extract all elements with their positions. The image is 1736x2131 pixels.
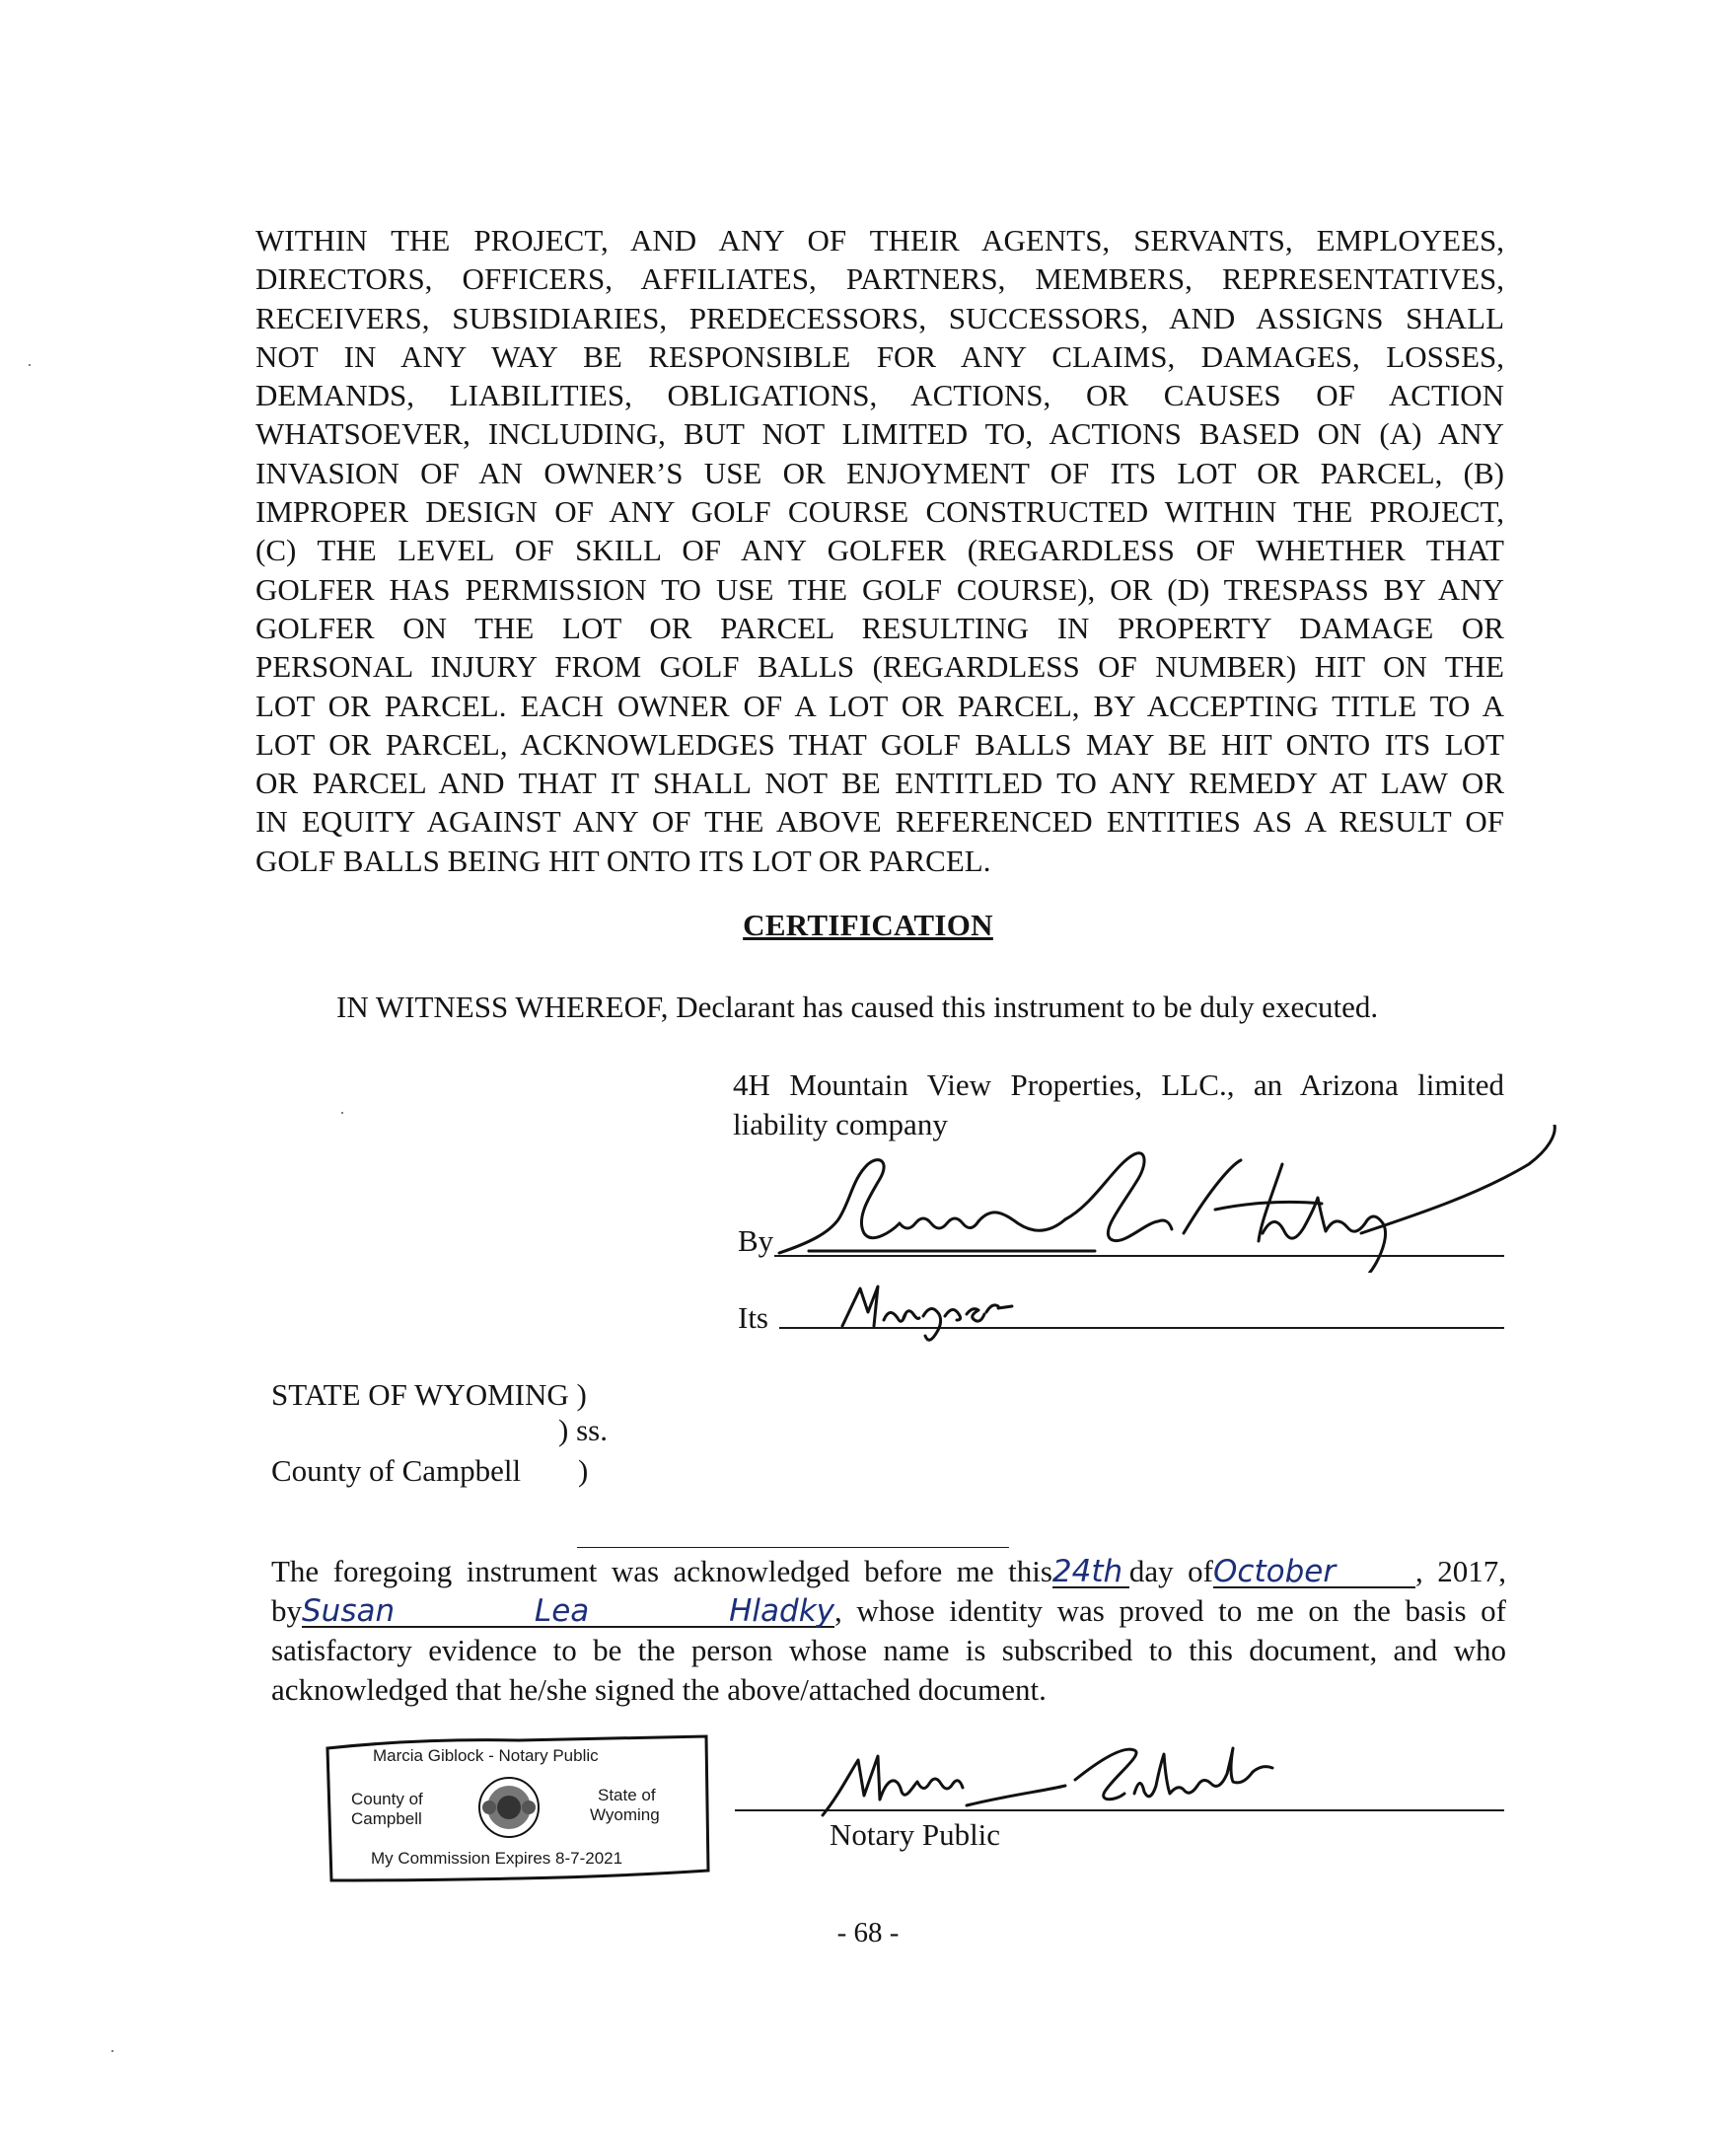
stamp-state: State of <box>598 1786 656 1804</box>
body-paragraph <box>255 221 1504 880</box>
body-line: RECEIVERS, SUBSIDIARIES, PREDECESSORS, SUCCESSORS, AND ASSIGNS SHALL <box>255 300 1504 335</box>
day-field: 24th <box>1052 1557 1129 1588</box>
title-handwriting <box>838 1283 1065 1361</box>
acknowledgment-paragraph <box>271 1552 1506 1710</box>
body-line: GOLFER HAS PERMISSION TO USE THE GOLF COURSE), OR (D) TRESPASS BY ANY <box>255 571 1504 607</box>
its-label: Its <box>738 1300 768 1335</box>
ack-text: day of <box>1128 1554 1213 1588</box>
body-line: INVASION OF AN OWNER’S USE OR ENJOYMENT OF ITS LOT OR PARCEL, (B) <box>255 455 1504 490</box>
stamp-expiration: My Commission Expires 8-7-2021 <box>371 1849 623 1868</box>
company-line: liability company <box>733 1107 948 1141</box>
page-number: - 68 - <box>836 1917 900 1948</box>
venue-state: STATE OF WYOMING ) <box>271 1377 587 1412</box>
body-line: WITHIN THE PROJECT, AND ANY OF THEIR AGENTS, SERVANTS, EMPLOYEES, <box>255 223 1504 257</box>
notary-signature <box>819 1736 1312 1825</box>
body-line: DIRECTORS, OFFICERS, AFFILIATES, PARTNERS, MEMBERS, REPRESENTATIVES, <box>255 261 1504 297</box>
body-line: IN EQUITY AGAINST ANY OF THE ABOVE REFERENCED ENTITIES AS A RESULT OF <box>255 804 1504 840</box>
ack-text: by <box>271 1593 302 1628</box>
body-line: PERSONAL INJURY FROM GOLF BALLS (REGARDLESS OF NUMBER) HIT ON THE <box>255 649 1504 685</box>
scan-speck <box>29 364 31 366</box>
ack-text: , whose identity was proved to me on the basis of <box>834 1593 1506 1628</box>
ack-text: , 2017, <box>1415 1554 1507 1588</box>
scan-speck <box>341 1112 343 1114</box>
signer-signature <box>769 1125 1558 1273</box>
body-line: LOT OR PARCEL, ACKNOWLEDGES THAT GOLF BALLS MAY BE HIT ONTO ITS LOT <box>255 726 1504 762</box>
stamp-county-name: Campbell <box>351 1809 422 1828</box>
ack-line: acknowledged that he/she signed the above/attached document. <box>271 1672 1047 1707</box>
venue-ss: ) ss. <box>558 1413 608 1447</box>
body-line: LOT OR PARCEL. EACH OWNER OF A LOT OR PARCEL, BY ACCEPTING TITLE TO A <box>255 688 1504 723</box>
witness-statement: IN WITNESS WHEREOF, Declarant has caused this instrument to be duly executed. <box>336 990 1379 1024</box>
company-line: 4H Mountain View Properties, LLC., an Arizona limited <box>733 1067 1504 1102</box>
body-line: DEMANDS, LIABILITIES, OBLIGATIONS, ACTIONS, OR CAUSES OF ACTION <box>255 378 1504 413</box>
venue-county: County of Campbell <box>271 1453 522 1488</box>
stamp-state-name: Wyoming <box>590 1805 660 1824</box>
ack-line <box>271 1591 1506 1631</box>
by-label: By <box>738 1223 774 1258</box>
scan-speck <box>111 2050 113 2052</box>
rule-above-ack <box>577 1547 1009 1548</box>
venue-county-paren: ) <box>578 1453 589 1488</box>
stamp-county: County of <box>351 1790 423 1808</box>
ack-text: The foregoing instrument was acknowledged before me this <box>271 1554 1052 1588</box>
body-line: (C) THE LEVEL OF SKILL OF ANY GOLFER (REGARDLESS OF WHETHER THAT <box>255 533 1504 568</box>
notary-public-label: Notary Public <box>830 1817 1001 1852</box>
body-line: NOT IN ANY WAY BE RESPONSIBLE FOR ANY CLAIMS, DAMAGES, LOSSES, <box>255 338 1504 374</box>
body-line: GOLF BALLS BEING HIT ONTO ITS LOT OR PARCEL. <box>255 843 991 878</box>
body-line: IMPROPER DESIGN OF ANY GOLF COURSE CONSTRUCTED WITHIN THE PROJECT, <box>255 494 1504 530</box>
ack-line: satisfactory evidence to be the person whose name is subscribed to this document, and who <box>271 1633 1506 1667</box>
body-line: GOLFER ON THE LOT OR PARCEL RESULTING IN PROPERTY DAMAGE OR <box>255 610 1504 645</box>
body-line: WHATSOEVER, INCLUDING, BUT NOT LIMITED TO, ACTIONS BASED ON (A) ANY <box>255 416 1504 452</box>
certification-heading: CERTIFICATION <box>743 908 993 942</box>
body-line: OR PARCEL AND THAT IT SHALL NOT BE ENTITLED TO ANY REMEDY AT LAW OR <box>255 766 1504 801</box>
ack-line <box>271 1552 1506 1591</box>
stamp-title: Marcia Giblock - Notary Public <box>373 1746 599 1765</box>
month-field: October <box>1213 1557 1415 1588</box>
person-field: Susan Lea Hladky <box>302 1593 834 1629</box>
notary-stamp <box>322 1732 712 1882</box>
